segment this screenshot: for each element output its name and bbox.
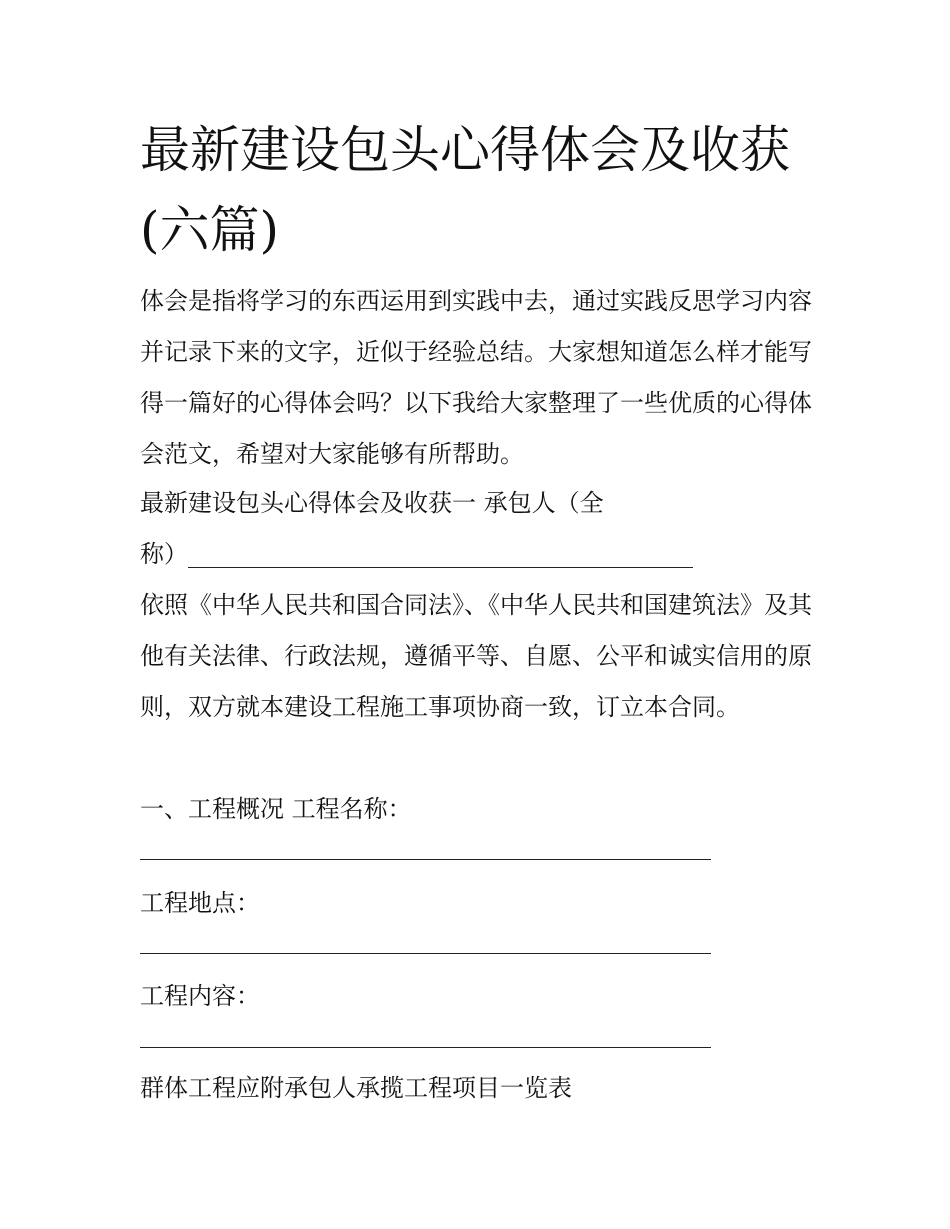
intro-paragraph: 体会是指将学习的东西运用到实践中去，通过实践反思学习内容并记录下来的文字，近似于经验总结。大家想知道怎么样才能写得一篇好的心得体会吗？以下我给大家整理了一些优质的心得体会范文，希望对大家能够有所帮助。 bbox=[140, 287, 812, 468]
party-line bbox=[140, 529, 693, 580]
section-heading: 最新建设包头心得体会及收获一 承包人（全 bbox=[140, 489, 604, 517]
location-label: 工程地点： bbox=[140, 889, 260, 917]
law-paragraph: 依照《中华人民共和国合同法》、《中华人民共和国建筑法》及其他有关法律、行政法规，遵循平等、自愿、公平和诚实信用的原则，双方就本建设工程施工事项协商一致，订立本合同。 bbox=[140, 591, 812, 721]
content-label: 工程内容： bbox=[140, 982, 260, 1010]
project-content-blank bbox=[140, 1047, 711, 1048]
party-label: 称） bbox=[140, 540, 188, 568]
document-title: 最新建设包头心得体会及收获(六篇) bbox=[140, 121, 790, 259]
overview-heading: 一、工程概况 工程名称： bbox=[140, 795, 412, 823]
project-name-blank bbox=[140, 859, 711, 860]
project-location-blank bbox=[140, 953, 711, 954]
party-name-blank bbox=[188, 539, 693, 568]
appendix-text: 群体工程应附承包人承揽工程项目一览表 bbox=[140, 1074, 572, 1102]
